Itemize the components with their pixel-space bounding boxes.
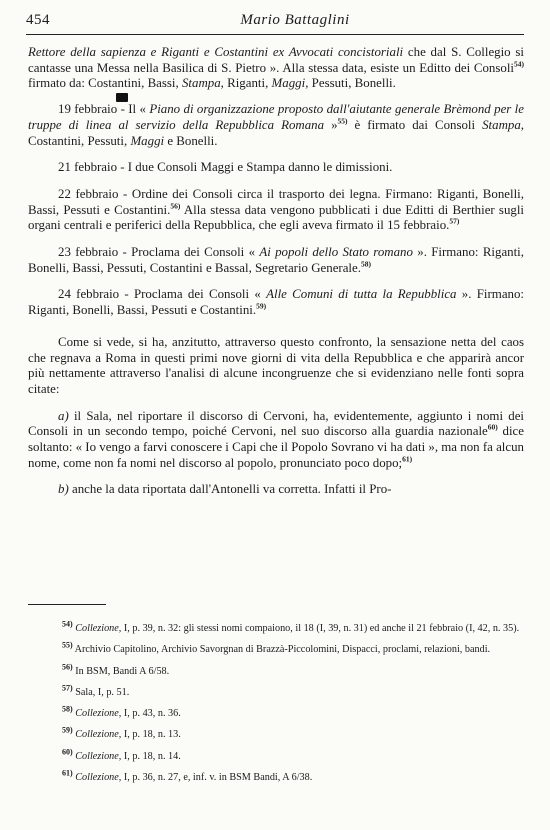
paragraph-text: Costantini, Pessuti,	[28, 133, 128, 148]
footnote-ref: 55)	[337, 116, 348, 126]
footnote-number: 55)	[62, 640, 73, 650]
paragraph-text: e Bonelli.	[167, 133, 218, 148]
italic-text: Alle Comuni di tutta la Repubblica	[266, 287, 457, 302]
paragraph-23-febbraio	[28, 245, 524, 276]
paragraph-text: 22 febbraio - Ordine dei Consoli circa il trasporto dei legna. Firmano: Riganti, Bonelli, Bassi, Pessuti e Costantini.	[28, 186, 524, 217]
italic-text: Collezione,	[75, 623, 122, 634]
paragraph-analysis: Come si vede, si ha, anzitutto, attraverso questo confronto, la sensazione netta del caos che regnava a Roma in questi primi nove giorni di vita della Repubblica e che apparirà ancor più nettamente attraverso l'analisi di alcune incongruenze che si evidenziano nelle fonti sopra citate:	[28, 334, 524, 396]
footnote-58	[28, 704, 524, 722]
footnote-ref: 57)	[449, 217, 460, 227]
italic-text: Piano di organizzazione proposto dall'aiutante generale Brèmond per le truppe di linea al servizio della Repubblica Romana	[28, 102, 524, 132]
footnote-ref: 54)	[514, 59, 524, 69]
footnote-ref: 60)	[487, 423, 498, 433]
paragraph-text: che dal S. Collegio si cantasse una Messa nella Basilica di S. Pietro ». Alla stessa data, esiste un Editto dei Consoli	[28, 45, 524, 75]
paragraph-24-febbraio	[28, 287, 524, 318]
footnote-text: Sala, I, p. 51.	[75, 686, 130, 698]
italic-text: Maggi	[130, 133, 165, 148]
footnote-number: 61)	[62, 768, 73, 778]
footnote-ref: 61)	[402, 454, 413, 464]
italic-text: Collezione,	[75, 750, 122, 762]
footnote-number: 59)	[62, 726, 73, 736]
paragraph-text: Alla stessa data vengono pubblicati i due Editti di Berthier sugli organi centrali e periferici della Repubblica, che egli aveva firmato il 15 febbraio.	[28, 202, 525, 233]
paragraph-text: anche la data riportata dall'Antonelli va corretta. Infatti il Pro-	[71, 482, 392, 497]
footnote-55	[28, 640, 524, 658]
footnote-ref: 59)	[256, 301, 267, 311]
running-head: Mario Battaglini	[240, 12, 350, 28]
italic-text: Rettore della sapienza e Riganti e Costantini ex Avvocati concistoriali	[28, 45, 404, 59]
paragraph-text: è firmato dai Consoli	[354, 117, 476, 132]
italic-text: Collezione,	[75, 772, 122, 784]
paragraph-point-a	[28, 409, 524, 472]
italic-text: Ai popoli dello Stato romano	[259, 245, 413, 260]
footnote-60	[28, 747, 524, 765]
list-label: a)	[58, 408, 69, 423]
footnote-number: 58)	[62, 704, 73, 714]
paragraph-text: ». Firmano: Riganti, Bonelli, Bassi, Pessuti, Costantini e Bassal, Segretario Generale.	[28, 245, 524, 275]
footnote-text: I, p. 36, n. 27, e, inf. v. in BSM Bandi, A 6/38.	[123, 772, 313, 784]
paragraph-text: 19 febbraio - Il «	[58, 102, 146, 117]
footnote-text: I, p. 18, n. 13.	[123, 729, 181, 741]
footnote-divider	[28, 604, 106, 605]
paragraph-point-b	[28, 482, 524, 498]
footnote-56	[28, 662, 524, 680]
footnote-61	[28, 768, 524, 786]
footnote-text: I, p. 18, n. 14.	[123, 750, 181, 762]
footnote-text: I, p. 39, n. 32: gli stessi nomi compaiono, il 18 (I, 39, n. 31) ed anche il 21 febbraio (I, 42, n. 35).	[123, 623, 520, 634]
paragraph-text: »	[331, 117, 338, 132]
page-number: 454	[26, 12, 50, 28]
ink-blot	[116, 93, 128, 102]
footnote-number: 57)	[62, 683, 73, 693]
paragraph-text: 24 febbraio - Proclama dei Consoli «	[58, 287, 261, 302]
footnote-ref: 58)	[360, 259, 371, 269]
list-label: b)	[58, 482, 69, 497]
paragraph-text: dice soltanto: « Io vengo a farvi conoscere i Capi che il Popolo Sovrano vi ha dati », ma non fa alcun nome, come non fa nomi nel discorso al popolo, pronunciato poco dopo;	[28, 424, 524, 470]
paragraph-text: il Sala, nel riportare il discorso di Cervoni, ha, evidentemente, aggiunto i nomi dei Consoli in un secondo tempo, poiché Cervoni, nel suo discorso alla guardia nazionale	[28, 408, 524, 439]
footnote-text: Archivio Capitolino, Archivio Savorgnan di Brazzà-Piccolomini, Dispacci, proclami, relazioni, bandi.	[74, 644, 491, 656]
footnote-number: 54)	[62, 619, 73, 629]
paragraph-text: Pessuti, Bonelli.	[311, 76, 396, 91]
footnote-ref: 56)	[170, 201, 181, 211]
footnote-59	[28, 728, 524, 743]
italic-text: Collezione,	[75, 708, 122, 720]
paragraph-text: Riganti,	[227, 76, 269, 91]
paragraph-text: firmato da: Costantini, Bassi,	[28, 76, 179, 91]
footnote-57	[28, 683, 524, 701]
paragraph-text: 23 febbraio - Proclama dei Consoli «	[58, 245, 256, 260]
italic-text: Stampa,	[181, 76, 224, 91]
body-text	[28, 45, 524, 498]
paragraph-19-febbraio	[28, 102, 524, 149]
paragraph-22-febbraio	[28, 187, 524, 234]
paragraph-continuation	[28, 45, 524, 92]
italic-text: Collezione,	[75, 729, 122, 741]
footnote-number: 60)	[62, 747, 73, 757]
italic-text: Stampa,	[482, 117, 525, 132]
paragraph-21-febbraio: 21 febbraio - I due Consoli Maggi e Stampa danno le dimissioni.	[58, 160, 393, 175]
footnote-text: I, p. 43, n. 36.	[123, 708, 181, 720]
footnote-54	[28, 619, 524, 637]
page-header	[26, 12, 524, 35]
footnote-number: 56)	[62, 662, 73, 672]
footnotes	[28, 619, 524, 792]
paragraph-text: ». Firmano: Riganti, Bonelli, Bassi, Pessuti e Costantini.	[28, 287, 525, 318]
footnote-text: In BSM, Bandi A 6/58.	[75, 665, 170, 677]
italic-text: Maggi,	[271, 76, 309, 91]
